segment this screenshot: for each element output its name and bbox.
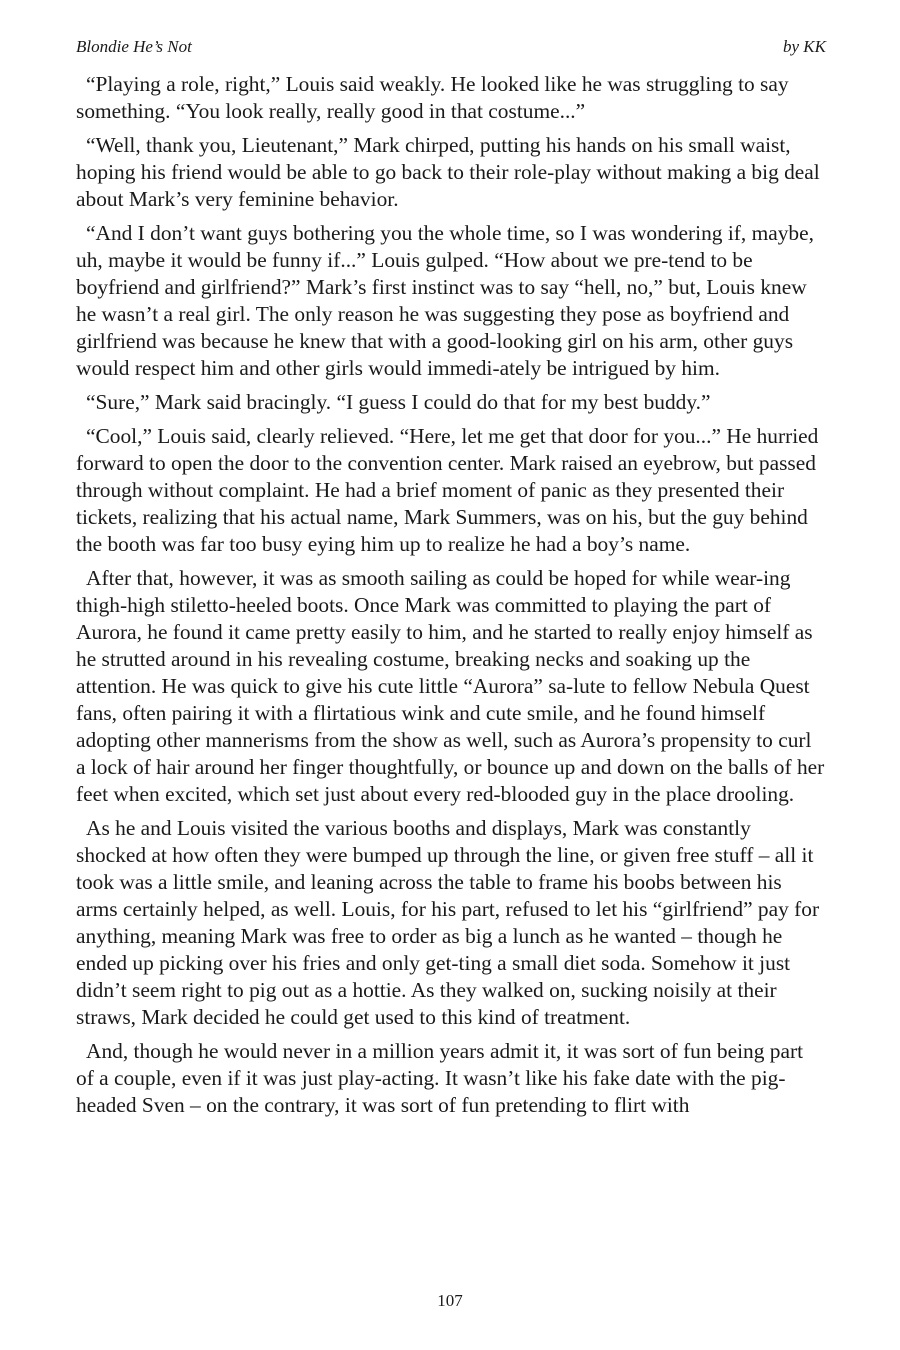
page-number: 107 (437, 1291, 463, 1310)
paragraph-8: And, though he would never in a million years admit it, it was sort of fun being part of a couple, even if it was just play-acting. It wasn’t like his fake date with the pig-headed Sven – on the contrary, it was sort of fun pretending to flirt with (76, 1039, 804, 1117)
paragraph-4: “Sure,” Mark said bracingly. “I guess I could do that for my best buddy.” (86, 390, 711, 414)
book-title: Blondie He’s Not (76, 37, 192, 56)
paragraph-7: As he and Louis visited the various booths and displays, Mark was constantly shocked at how often they were bumped up through the line, or given free stuff – all it took was a little smile, and leaning across the table to frame his boobs between his arms certainly helped, as well. Louis, for his part, refused to let his “girlfriend” pay for anything, meaning Mark was free to order as big a lunch as he wanted – though he ended up picking over his fries and only get-ting a small diet soda. Somehow it just didn’t seem right to pig out as a hottie. As they walked on, sucking noisily at their straws, Mark decided he could get used to this kind of treatment. (76, 816, 820, 1029)
page-body (76, 71, 826, 1251)
paragraph-6: After that, however, it was as smooth sailing as could be hoped for while wear-ing thigh-high stiletto-heeled boots. Once Mark was committed to playing the part of Aurora, he found it came pretty easily to him, and he started to really enjoy himself as he strutted around in his revealing costume, breaking necks and soaking up the attention. He was quick to give his cute little “Aurora” sa-lute to fellow Nebula Quest fans, often pairing it with a flirtatious wink and cute smile, and he found himself adopting other mannerisms from the show as well, such as Aurora’s propensity to curl a lock of hair around her finger thoughtfully, or bounce up and down on the balls of her feet when excited, which set just about every red-blooded guy in the place drooling. (76, 566, 825, 806)
author-byline: by KK (783, 37, 826, 56)
paragraph-5: “Cool,” Louis said, clearly relieved. “Here, let me get that door for you...” He hurried forward to open the door to the convention center. Mark raised an eyebrow, but passed through without complaint. He had a brief moment of panic as they presented their tickets, realizing that his actual name, Mark Summers, was on his, but the guy behind the booth was far too busy eying him up to realize he had a boy’s name. (76, 424, 819, 556)
paragraph-1: “Playing a role, right,” Louis said weakly. He looked like he was struggling to say something. “You look really, really good in that costume...” (76, 72, 789, 123)
paragraph-3: “And I don’t want guys bothering you the whole time, so I was wondering if, maybe, uh, maybe it would be funny if...” Louis gulped. “How about we pre-tend to be boyfriend and girlfriend?” Mark’s first instinct was to say “hell, no,” but, Louis knew he wasn’t a real girl. The only reason he was suggesting they pose as boyfriend and girlfriend was because he knew that with a good-looking girl on his arm, other guys would respect him and other girls would immedi-ately be intrigued by him. (76, 221, 814, 380)
paragraph-2: “Well, thank you, Lieutenant,” Mark chirped, putting his hands on his small waist, hoping his friend would be able to go back to their role-play without making a big deal about Mark’s very feminine behavior. (76, 133, 820, 211)
running-header (76, 36, 826, 58)
